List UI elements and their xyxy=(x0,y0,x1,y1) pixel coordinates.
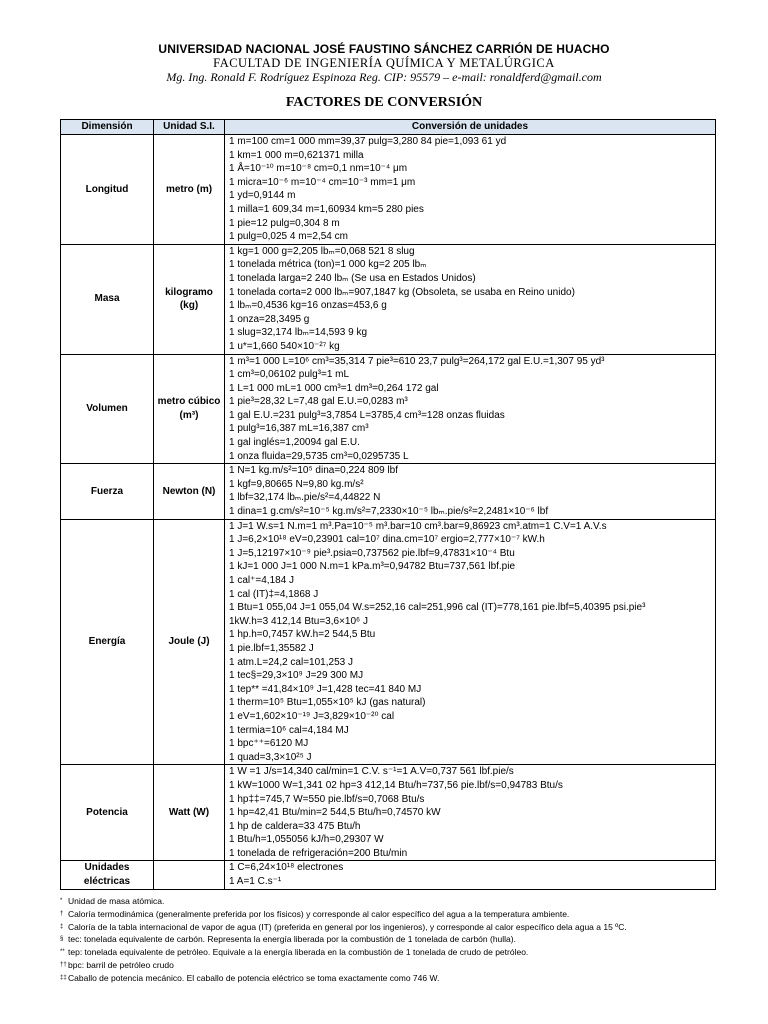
conversion-cell xyxy=(225,354,716,464)
footnote-mark: ‡‡ xyxy=(60,974,67,981)
conversion-cell xyxy=(225,765,716,861)
conversion-line: 1 gal E.U.=231 pulg³=3,7854 L=3785,4 cm³=128 onzas fluidas xyxy=(229,409,505,421)
footnote-text: tec: tonelada equivalente de carbón. Representa la energía liberada por la combustión de 1 tonelada de carbón (hulla). xyxy=(68,934,516,945)
conversion-line: 1 pulg³=16,387 mL=16,387 cm³ xyxy=(229,423,369,435)
footnote-text: bpc: barril de petróleo crudo xyxy=(68,960,174,970)
dimension-cell: Volumen xyxy=(61,354,154,464)
conversion-line: 1 cal⁺=4,184 J xyxy=(229,575,295,586)
table-row xyxy=(61,861,716,889)
table-header-row xyxy=(61,120,716,135)
conversion-line: 1 yd=0,9144 m xyxy=(229,190,296,202)
table-row xyxy=(61,244,716,354)
conversion-line: 1 J=1 W.s=1 N.m=1 m³.Pa=10⁻⁵ m³.bar=10 cm³.bar=9,86923 cm³.atm=1 C.V=1 A.V.s xyxy=(229,520,607,532)
dimension-cell: Energía xyxy=(61,519,154,765)
conversion-line: 1 pie.lbf=1,35582 J xyxy=(229,642,314,654)
conversion-line: 1 eV=1,602×10⁻¹⁹ J=3,829×10⁻²⁰ cal xyxy=(229,710,395,722)
footnote-text: Unidad de masa atómica. xyxy=(68,896,165,906)
table-row xyxy=(61,135,716,245)
footnote xyxy=(60,960,740,971)
conversion-line: 1 gal inglés=1,20094 gal E.U. xyxy=(229,437,360,449)
conversion-line: 1 pulg=0,025 4 m=2,54 cm xyxy=(229,231,348,243)
footnote-mark: * xyxy=(60,898,63,904)
footnote-text: tep: tonelada equivalente de petróleo. Equivale a la energía liberada en la combustión de 1 tonelada de crudo de petróleo. xyxy=(68,947,529,958)
conversion-line: 1 onza=28,3495 g xyxy=(229,313,310,325)
conversion-line: 1 hp=42,41 Btu/min=2 544,5 Btu/h=0,74570 kW xyxy=(229,807,441,819)
footnote-mark: § xyxy=(60,936,64,943)
dimension-cell: Fuerza xyxy=(61,464,154,519)
footnote xyxy=(60,896,740,907)
conversion-line: 1 kW=1000 W=1,341 02 hp=3 412,14 Btu/h=737,56 pie.lbf/s=0,94783 Btu/s xyxy=(229,779,563,791)
footnote xyxy=(60,922,740,933)
conversion-line: 1 tonelada larga=2 240 lbₘ (Se usa en Estados Unidos) xyxy=(229,272,476,284)
conversion-line: 1 therm=10⁵ Btu=1,055×10⁵ kJ (gas natural) xyxy=(229,697,426,709)
conversion-cell xyxy=(225,861,716,889)
conversion-line: 1 atm.L=24,2 cal=101,253 J xyxy=(229,656,353,668)
conversion-line: 1 km=1 000 m=0,621371 milla xyxy=(229,149,364,161)
unit-cell: metro (m) xyxy=(154,135,225,245)
conversion-line: 1 termia=10⁶ cal=4,184 MJ xyxy=(229,724,349,736)
footnote-text: Caloría de la tabla internacional de vapor de agua (IT) (preferida en general por los ingenieros), y corresponde al calor específico dela agua a 15 ºC. xyxy=(68,921,627,932)
conversion-line: 1 Btu/h=1,055056 kJ/h=0,29307 W xyxy=(229,834,384,846)
conversion-line: 1 kgf=9,80665 N=9,80 kg.m/s² xyxy=(229,478,364,490)
conversion-line: 1 milla=1 609,34 m=1,60934 km=5 280 pies xyxy=(229,203,424,215)
conversion-line: 1 u*=1,660 540×10⁻²⁷ kg xyxy=(229,340,340,352)
conversion-line: 1 hp.h=0,7457 kW.h=2 544,5 Btu xyxy=(229,629,376,641)
conversion-line: 1kW.h=3 412,14 Btu=3,6×10⁶ J xyxy=(229,615,368,627)
conversion-line: 1 W =1 J/s=14,340 cal/min=1 C.V. s⁻¹=1 A.V=0,737 561 lbf.pie/s xyxy=(229,766,514,778)
conversion-line: 1 bpc⁺⁺=6120 MJ xyxy=(229,738,309,750)
header-dimension: Dimensión xyxy=(61,120,154,135)
unit-cell: kilogramo (kg) xyxy=(154,244,225,354)
header-conversion: Conversión de unidades xyxy=(225,120,716,135)
footnote-mark: ** xyxy=(60,949,65,956)
footnote xyxy=(60,947,740,958)
dimension-cell: Potencia xyxy=(61,765,154,861)
conversion-line: 1 L=1 000 mL=1 000 cm³=1 dm³=0,264 172 gal xyxy=(229,382,439,394)
unit-cell: Watt (W) xyxy=(154,765,225,861)
conversion-line: 1 dina=1 g.cm/s²=10⁻⁵ kg.m/s²=7,2330×10⁻⁵ lbₘ.pie/s²=2,2481×10⁻⁶ lbf xyxy=(229,506,549,518)
conversion-line: 1 J=5,12197×10⁻⁹ pie³.psia=0,737562 pie.lbf=9,47831×10⁻⁴ Btu xyxy=(229,547,515,559)
unit-cell: Newton (N) xyxy=(154,464,225,519)
university-name: UNIVERSIDAD NACIONAL JOSÉ FAUSTINO SÁNCHEZ CARRIÓN DE HUACHO xyxy=(158,42,610,56)
conversion-line: 1 tonelada métrica (ton)=1 000 kg=2 205 lbₘ xyxy=(229,259,427,271)
conversion-cell xyxy=(225,244,716,354)
conversion-line: 1 tep** =41,84×10⁹ J=1,428 tec=41 840 MJ xyxy=(229,683,422,695)
conversion-line: 1 J=6,2×10¹⁸ eV=0,23901 cal=10⁷ dina.cm=10⁷ ergio=2,777×10⁻⁷ kW.h xyxy=(229,534,545,546)
conversion-line: 1 Å=10⁻¹⁰ m=10⁻⁸ cm=0,1 nm=10⁻⁴ μm xyxy=(229,163,408,175)
footnote-mark: ‡ xyxy=(60,923,64,930)
conversion-line: 1 cal (IT)‡=4,1868 J xyxy=(229,588,319,600)
conversion-line: 1 pie³=28,32 L=7,48 gal E.U.=0,0283 m³ xyxy=(229,396,408,408)
conversion-line: 1 A=1 C.s⁻¹ xyxy=(229,876,282,888)
footnote xyxy=(60,909,740,920)
conversion-line: 1 micra=10⁻⁶ m=10⁻⁴ cm=10⁻³ mm=1 μm xyxy=(229,176,416,188)
dimension-cell: Unidades eléctricas xyxy=(61,861,154,889)
table-row xyxy=(61,464,716,519)
conversion-line: 1 slug=32,174 lbₘ=14,593 9 kg xyxy=(229,327,368,339)
conversion-line: 1 onza fluida=29,5735 cm³=0,0295735 L xyxy=(229,450,409,462)
table-row xyxy=(61,519,716,765)
conversion-line: 1 tonelada corta=2 000 lbₘ=907,1847 kg (Obsoleta, se usaba en Reino unido) xyxy=(229,286,575,298)
conversion-line: 1 C=6,24×10¹⁸ electrones xyxy=(229,862,344,874)
author-line: Mg. Ing. Ronald F. Rodríguez Espinoza Reg. CIP: 95579 – e-mail: ronaldferd@gmail.com xyxy=(166,70,602,84)
header-unit: Unidad S.I. xyxy=(154,120,225,135)
conversion-cell xyxy=(225,519,716,765)
conversion-line: 1 tonelada de refrigeración=200 Btu/min xyxy=(229,847,408,859)
conversion-line: 1 pie=12 pulg=0,304 8 m xyxy=(229,217,340,229)
faculty-name: FACULTAD DE INGENIERÍA QUÍMICA Y METALÚRGICA xyxy=(213,56,555,70)
conversion-line: 1 m=100 cm=1 000 mm=39,37 pulg=3,280 84 pie=1,093 61 yd xyxy=(229,136,507,147)
conversion-line: 1 kJ=1 000 J=1 000 N.m=1 kPa.m³=0,94782 Btu=737,561 lbf.pie xyxy=(229,561,516,573)
conversion-cell xyxy=(225,135,716,245)
unit-cell: metro cúbico (m³) xyxy=(154,354,225,464)
footnote-text: Caballo de potencia mecánico. El caballo de potencia eléctrico se toma exactamente como 746 W. xyxy=(68,972,440,983)
unit-cell: Joule (J) xyxy=(154,519,225,765)
footnote-rule xyxy=(60,889,243,890)
footnote xyxy=(60,973,740,984)
dimension-cell: Masa xyxy=(61,244,154,354)
page-title: FACTORES DE CONVERSIÓN xyxy=(285,95,483,110)
conversion-cell xyxy=(225,464,716,519)
footnote xyxy=(60,934,740,945)
conversion-line: 1 kg=1 000 g=2,205 lbₘ=0,068 521 8 slug xyxy=(229,245,415,257)
conversion-line: 1 quad=3,3×10²⁵ J xyxy=(229,751,312,763)
conversion-table xyxy=(60,119,716,890)
conversion-line: 1 lbₘ=0,4536 kg=16 onzas=453,6 g xyxy=(229,300,387,312)
footnote-mark: † xyxy=(60,910,64,917)
footnote-mark: †† xyxy=(60,962,67,968)
conversion-line: 1 hp de caldera=33 475 Btu/h xyxy=(229,820,361,832)
conversion-line: 1 m³=1 000 L=10⁶ cm³=35,314 7 pie³=610 23,7 pulg³=264,172 gal E.U.=1,307 95 yd³ xyxy=(229,355,605,367)
table-row xyxy=(61,765,716,861)
conversion-line: 1 hp‡‡=745,7 W=550 pie.lbf/s=0,7068 Btu/s xyxy=(229,793,425,805)
conversion-line: 1 N=1 kg.m/s²=10⁵ dina=0,224 809 lbf xyxy=(229,465,398,477)
conversion-line: 1 Btu=1 055,04 J=1 055,04 W.s=252,16 cal=251,996 cal (IT)=778,161 pie.lbf=5,40395 psi.pie³ xyxy=(229,602,646,614)
table-row xyxy=(61,354,716,464)
unit-cell xyxy=(154,861,225,889)
dimension-cell: Longitud xyxy=(61,135,154,245)
footnote-text: Caloría termodinámica (generalmente preferida por los físicos) y corresponde al calor específico del agua a la temperatura ambiente. xyxy=(68,908,570,919)
conversion-line: 1 cm³=0,06102 pulg³=1 mL xyxy=(229,369,350,381)
conversion-line: 1 tec§=29,3×10⁹ J=29 300 MJ xyxy=(229,670,364,682)
conversion-line: 1 lbf=32,174 lbₘ.pie/s²=4,44822 N xyxy=(229,492,381,504)
